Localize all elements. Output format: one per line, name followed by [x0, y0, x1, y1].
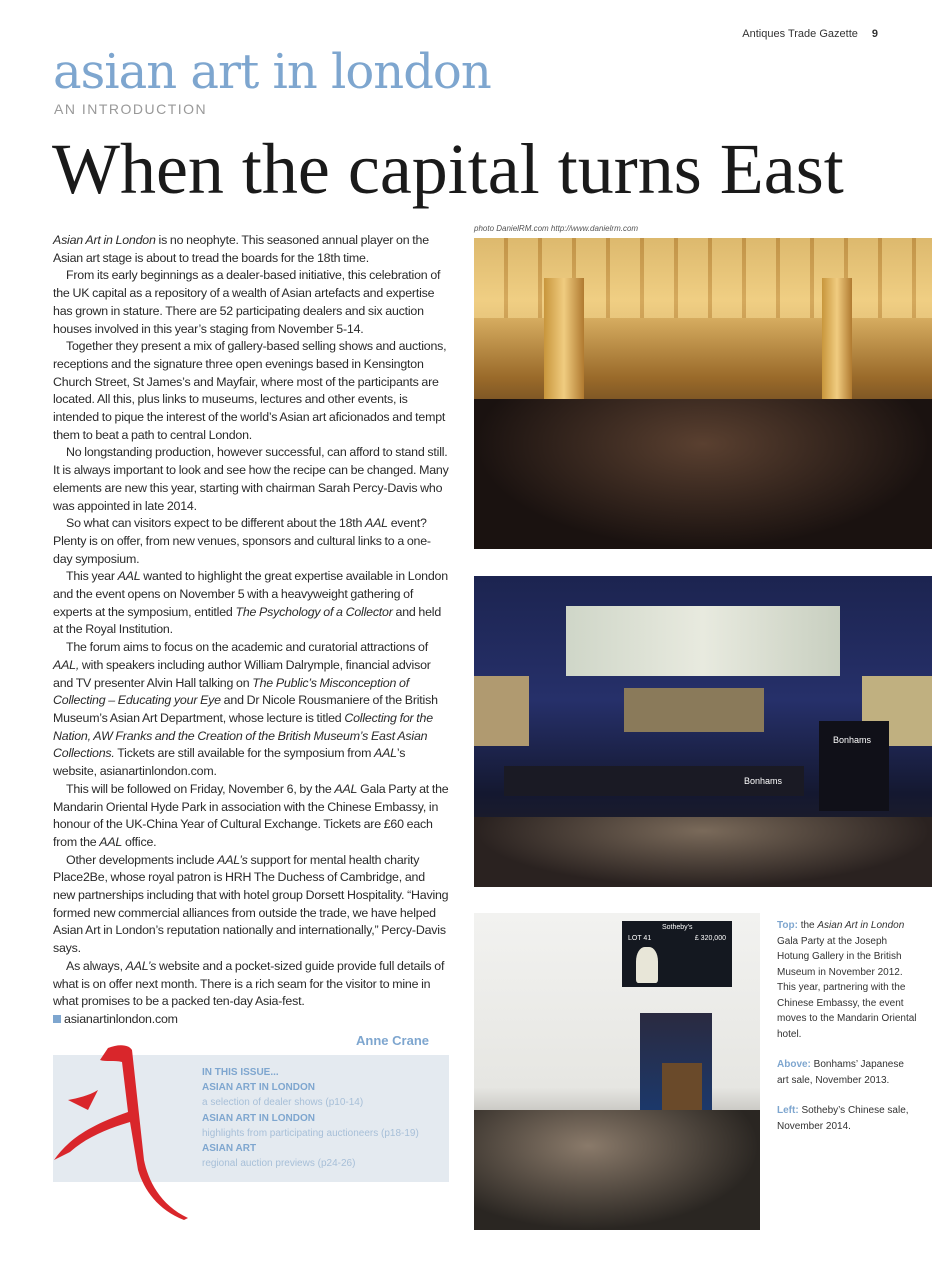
text-run: and Dr Nicole Rousmaniere of the British Museum’s Asian Art Department, whose lecture is titled	[53, 693, 438, 725]
text-run: Other developments include	[66, 852, 218, 867]
text-run: Gala Party at the Mandarin Oriental Hyde Park in association with the Chinese Embassy, in honour of the UK-China Year of Cultural Exchange. Tickets are £60 each from the	[53, 781, 449, 849]
article-paragraph	[53, 852, 449, 958]
photo-caption	[777, 1103, 917, 1134]
sothebys-sale-photo	[474, 913, 760, 1230]
publication-name: Antiques Trade Gazette	[742, 28, 858, 40]
article-paragraph	[53, 639, 449, 781]
photo-caption	[777, 918, 917, 1042]
italic-text: AAL	[334, 781, 358, 796]
text-run: support for mental health charity Place2Be, whose royal patron is HRH The Duchess of Cambridge, and new partnerships including that with hotel group Dorsett Hospitality. “Having formed new commercial alliances from outside the trade, we have helped Asian Art in London’s reputation nationally and internationally,” Percy-Davis says.	[53, 852, 449, 956]
caption-text: Bonhams’ Japanese art sale, November 2013.	[777, 1059, 904, 1086]
text-run: From its early beginnings as a dealer-based initiative, this celebration of the UK capital as a repository of a wealth of Asian artefacts and expertise has grown in stature. There are 52 participating dealers and six auction houses involved in this year’s staging from November 5-14.	[53, 268, 441, 336]
italic-text: The Public’s Misconception of Collecting – Educating your Eye	[53, 675, 409, 708]
caption-text: Sotheby’s Chinese sale, November 2014.	[777, 1105, 909, 1132]
website-link[interactable]: asianartinlondon.com	[64, 1011, 178, 1026]
photo-credit: photo DanielRM.com http://www.danielrm.com	[474, 224, 639, 233]
text-run: So what can visitors expect to be different about the 18th	[66, 516, 366, 531]
text-run: No longstanding production, however successful, can afford to stand still. It is always important to look and see how the recipe can be changed. Many elements are new this year, starting with chairman Sarah Percy-Davis who was appointed in late 2014.	[53, 445, 449, 513]
italic-text: AAL,	[53, 657, 80, 672]
article-paragraph	[53, 444, 449, 515]
text-run: is no neophyte. This seasoned annual player on the Asian art stage is about to tread the boards for the 18th time.	[53, 233, 429, 265]
italic-text: Collecting for the Nation, AW Franks and the Creation of the British Museum’s East Asian Collections.	[53, 710, 433, 761]
caption-text: the	[797, 920, 818, 931]
caption-text: Asian Art in London	[817, 920, 905, 931]
italic-text: Asian Art in London	[53, 233, 156, 247]
article-paragraph	[53, 267, 449, 338]
photo-caption	[777, 1057, 917, 1088]
in-this-issue-box	[53, 1055, 449, 1182]
screen-price: £ 320,000	[694, 935, 726, 942]
section-kicker: asian art in london	[53, 44, 491, 100]
article-column	[53, 232, 449, 1182]
running-head	[742, 28, 878, 40]
bonhams-lectern	[819, 721, 889, 811]
text-run: website and a pocket-sized guide provide full details of what is on offer next month. There is a rich seam for the visitor to mine in what promises to be a packed ten-day Asia-fest.	[53, 958, 445, 1009]
article-body	[53, 232, 449, 1029]
bonhams-banner	[504, 766, 804, 796]
caption-label: Top:	[777, 920, 798, 931]
issue-item-title: ASIAN ART IN LONDON	[202, 1112, 315, 1124]
caption-label: Left:	[777, 1105, 799, 1116]
text-run: ’s website, asianartinlondon.com.	[53, 746, 406, 779]
text-run: This year	[66, 569, 118, 584]
issue-item-desc: regional auction previews (p24-26)	[202, 1158, 356, 1170]
author-byline: Anne Crane	[356, 1032, 429, 1048]
text-run: office.	[122, 834, 157, 849]
italic-text: AAL	[117, 569, 141, 584]
italic-text: AAL	[374, 746, 397, 761]
article-paragraph	[53, 781, 449, 852]
italic-text: AAL	[99, 834, 123, 849]
article-paragraph	[53, 568, 449, 639]
issue-item-desc: highlights from participating auctioneers (p18-19)	[202, 1127, 419, 1139]
text-run: with speakers including author William Dalrymple, financial advisor and TV presenter Alvin Hall talking on	[53, 657, 431, 690]
screen-brand: Sotheby's	[662, 924, 693, 931]
text-run: The forum aims to focus on the academic and curatorial attractions of	[66, 640, 428, 655]
caption-text: Gala Party at the Joseph Hotung Gallery in the British Museum in November 2012. This year, partnering with the Chinese Embassy, the event moves to the Mandarin Oriental hotel.	[777, 935, 917, 1040]
section-subkicker: AN INTRODUCTION	[54, 101, 208, 117]
in-this-issue-heading: IN THIS ISSUE...	[202, 1066, 279, 1078]
gala-party-photo	[474, 238, 932, 549]
italic-text: AAL’s	[217, 852, 248, 867]
issue-item-title: ASIAN ART IN LONDON	[202, 1081, 315, 1093]
article-paragraph	[53, 515, 449, 568]
italic-text: The Psychology of a Collector	[235, 604, 393, 619]
bonhams-sale-photo	[474, 576, 932, 887]
screen-lot: LOT 41	[628, 935, 652, 942]
issue-item-title: ASIAN ART	[202, 1143, 257, 1155]
text-run: wanted to highlight the great expertise available in London and the event opens on November 5 with a heavyweight gathering of experts at the symposium, entitled	[53, 569, 448, 619]
text-run: As always,	[66, 958, 126, 973]
photo-captions	[777, 918, 917, 1149]
text-run: Tickets are still available for the symposium from	[114, 746, 375, 761]
page-number: 9	[871, 28, 878, 40]
text-run: event? Plenty is on offer, from new venues, sponsors and cultural links to a one-day symposium.	[53, 516, 431, 566]
bullet-square-icon	[53, 1015, 61, 1023]
text-run: This will be followed on Friday, November 6, by the	[66, 781, 335, 796]
article-paragraph	[53, 338, 449, 444]
headline: When the capital turns East	[52, 129, 844, 209]
in-this-issue-list	[202, 1065, 419, 1172]
italic-text: AAL	[365, 516, 388, 531]
issue-item-desc: a selection of dealer shows (p10-14)	[202, 1097, 364, 1109]
article-paragraph	[53, 232, 449, 267]
aal-logo-icon	[48, 1040, 198, 1220]
bonhams-sign-text: Bonhams	[744, 776, 783, 786]
caption-label: Above:	[777, 1059, 811, 1070]
sothebys-screen	[622, 921, 732, 987]
text-run: and held at the Royal Institution.	[53, 604, 442, 637]
lectern-sign-text: Bonhams	[833, 735, 872, 745]
italic-text: AAL’s	[125, 958, 157, 973]
text-run: Together they present a mix of gallery-based selling shows and auctions, receptions and the signature three open evenings based in Kensington Church Street, St James’s and Mayfair, where most of the participants are located. All this, plus links to museums, lectures and other events, is intended to pique the interest of the world’s Asian art aficionados and tempt them to beat a path to central London.	[53, 339, 447, 442]
article-paragraph	[53, 958, 449, 1011]
